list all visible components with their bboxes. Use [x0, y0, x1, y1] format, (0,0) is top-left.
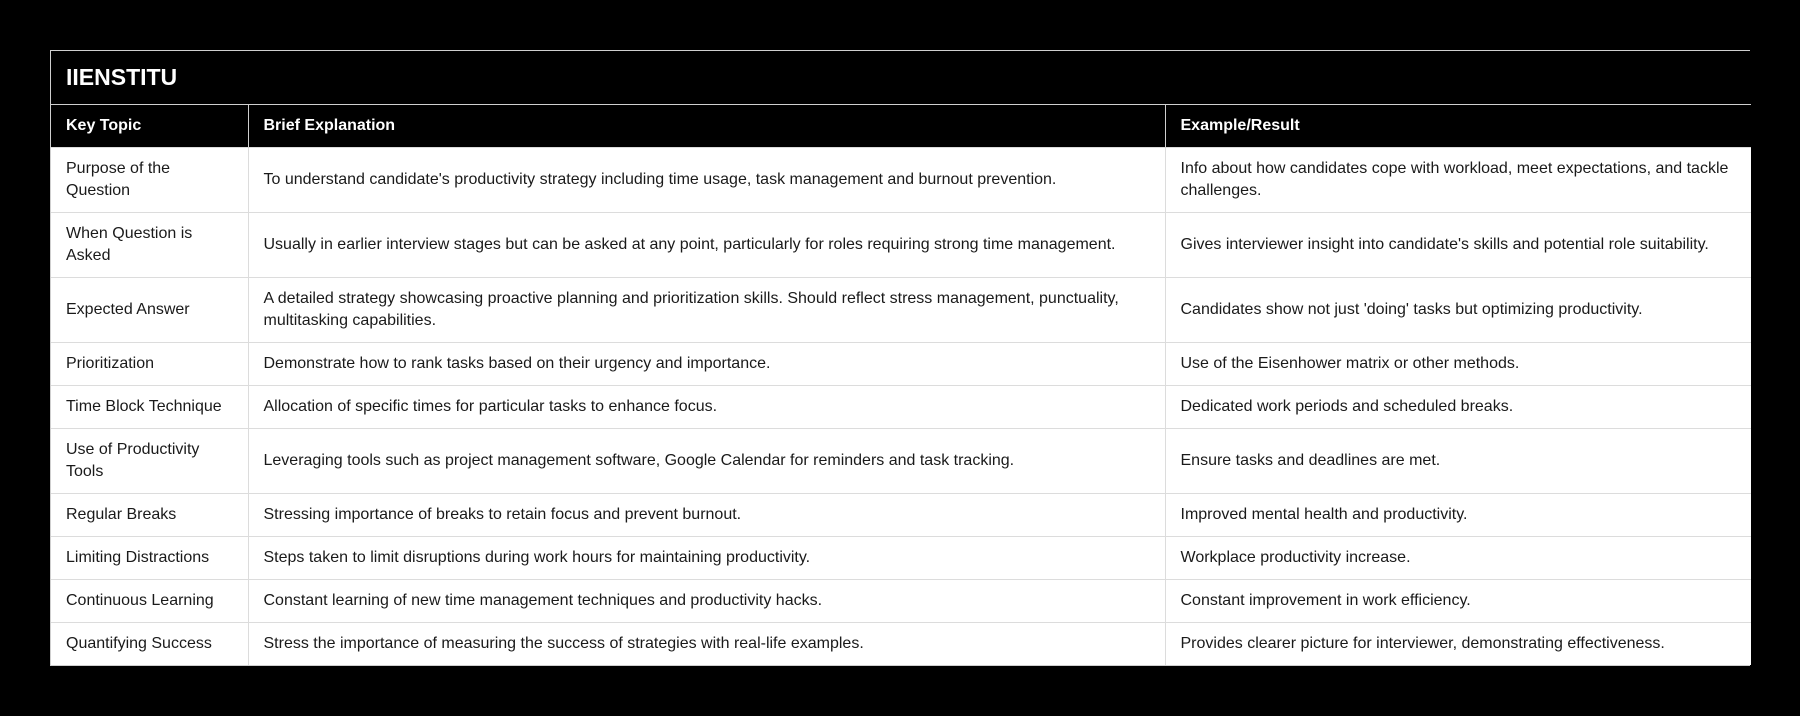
cell-explanation: Steps taken to limit disruptions during work hours for maintaining productivity. [248, 536, 1165, 579]
column-header-example-result: Example/Result [1165, 104, 1751, 147]
cell-key-topic: Quantifying Success [51, 622, 248, 665]
cell-example: Workplace productivity increase. [1165, 536, 1751, 579]
cell-example: Dedicated work periods and scheduled breaks. [1165, 385, 1751, 428]
cell-example: Improved mental health and productivity. [1165, 493, 1751, 536]
table-row [51, 385, 1751, 428]
cell-key-topic: When Question is Asked [51, 212, 248, 277]
table-row [51, 212, 1751, 277]
cell-example: Ensure tasks and deadlines are met. [1165, 428, 1751, 493]
cell-explanation: A detailed strategy showcasing proactive planning and prioritization skills. Should reflect stress management, punctuality, multitasking capabilities. [248, 277, 1165, 342]
cell-key-topic: Purpose of the Question [51, 147, 248, 212]
cell-key-topic: Regular Breaks [51, 493, 248, 536]
table-row [51, 493, 1751, 536]
column-header-key-topic: Key Topic [51, 104, 248, 147]
table-row [51, 147, 1751, 212]
cell-explanation: Stressing importance of breaks to retain focus and prevent burnout. [248, 493, 1165, 536]
cell-explanation: Constant learning of new time management techniques and productivity hacks. [248, 579, 1165, 622]
header-row [51, 104, 1751, 147]
cell-example: Gives interviewer insight into candidate's skills and potential role suitability. [1165, 212, 1751, 277]
cell-example: Candidates show not just 'doing' tasks but optimizing productivity. [1165, 277, 1751, 342]
cell-key-topic: Time Block Technique [51, 385, 248, 428]
cell-key-topic: Expected Answer [51, 277, 248, 342]
table-row [51, 536, 1751, 579]
table-row [51, 277, 1751, 342]
cell-explanation: Demonstrate how to rank tasks based on their urgency and importance. [248, 342, 1165, 385]
info-table-container [50, 50, 1750, 666]
cell-example: Info about how candidates cope with workload, meet expectations, and tackle challenges. [1165, 147, 1751, 212]
cell-key-topic: Prioritization [51, 342, 248, 385]
cell-example: Constant improvement in work efficiency. [1165, 579, 1751, 622]
cell-key-topic: Limiting Distractions [51, 536, 248, 579]
cell-explanation: Stress the importance of measuring the success of strategies with real-life examples. [248, 622, 1165, 665]
cell-example: Use of the Eisenhower matrix or other methods. [1165, 342, 1751, 385]
cell-explanation: Leveraging tools such as project management software, Google Calendar for reminders and task tracking. [248, 428, 1165, 493]
cell-key-topic: Continuous Learning [51, 579, 248, 622]
title-row [51, 51, 1751, 104]
key-topics-table [51, 51, 1751, 665]
table-row [51, 342, 1751, 385]
cell-example: Provides clearer picture for interviewer, demonstrating effectiveness. [1165, 622, 1751, 665]
table-row [51, 579, 1751, 622]
cell-explanation: Allocation of specific times for particular tasks to enhance focus. [248, 385, 1165, 428]
table-row [51, 622, 1751, 665]
cell-explanation: Usually in earlier interview stages but can be asked at any point, particularly for roles requiring strong time management. [248, 212, 1165, 277]
table-row [51, 428, 1751, 493]
column-header-brief-explanation: Brief Explanation [248, 104, 1165, 147]
cell-key-topic: Use of Productivity Tools [51, 428, 248, 493]
cell-explanation: To understand candidate's productivity strategy including time usage, task management and burnout prevention. [248, 147, 1165, 212]
table-title: IIENSTITU [51, 51, 1751, 104]
